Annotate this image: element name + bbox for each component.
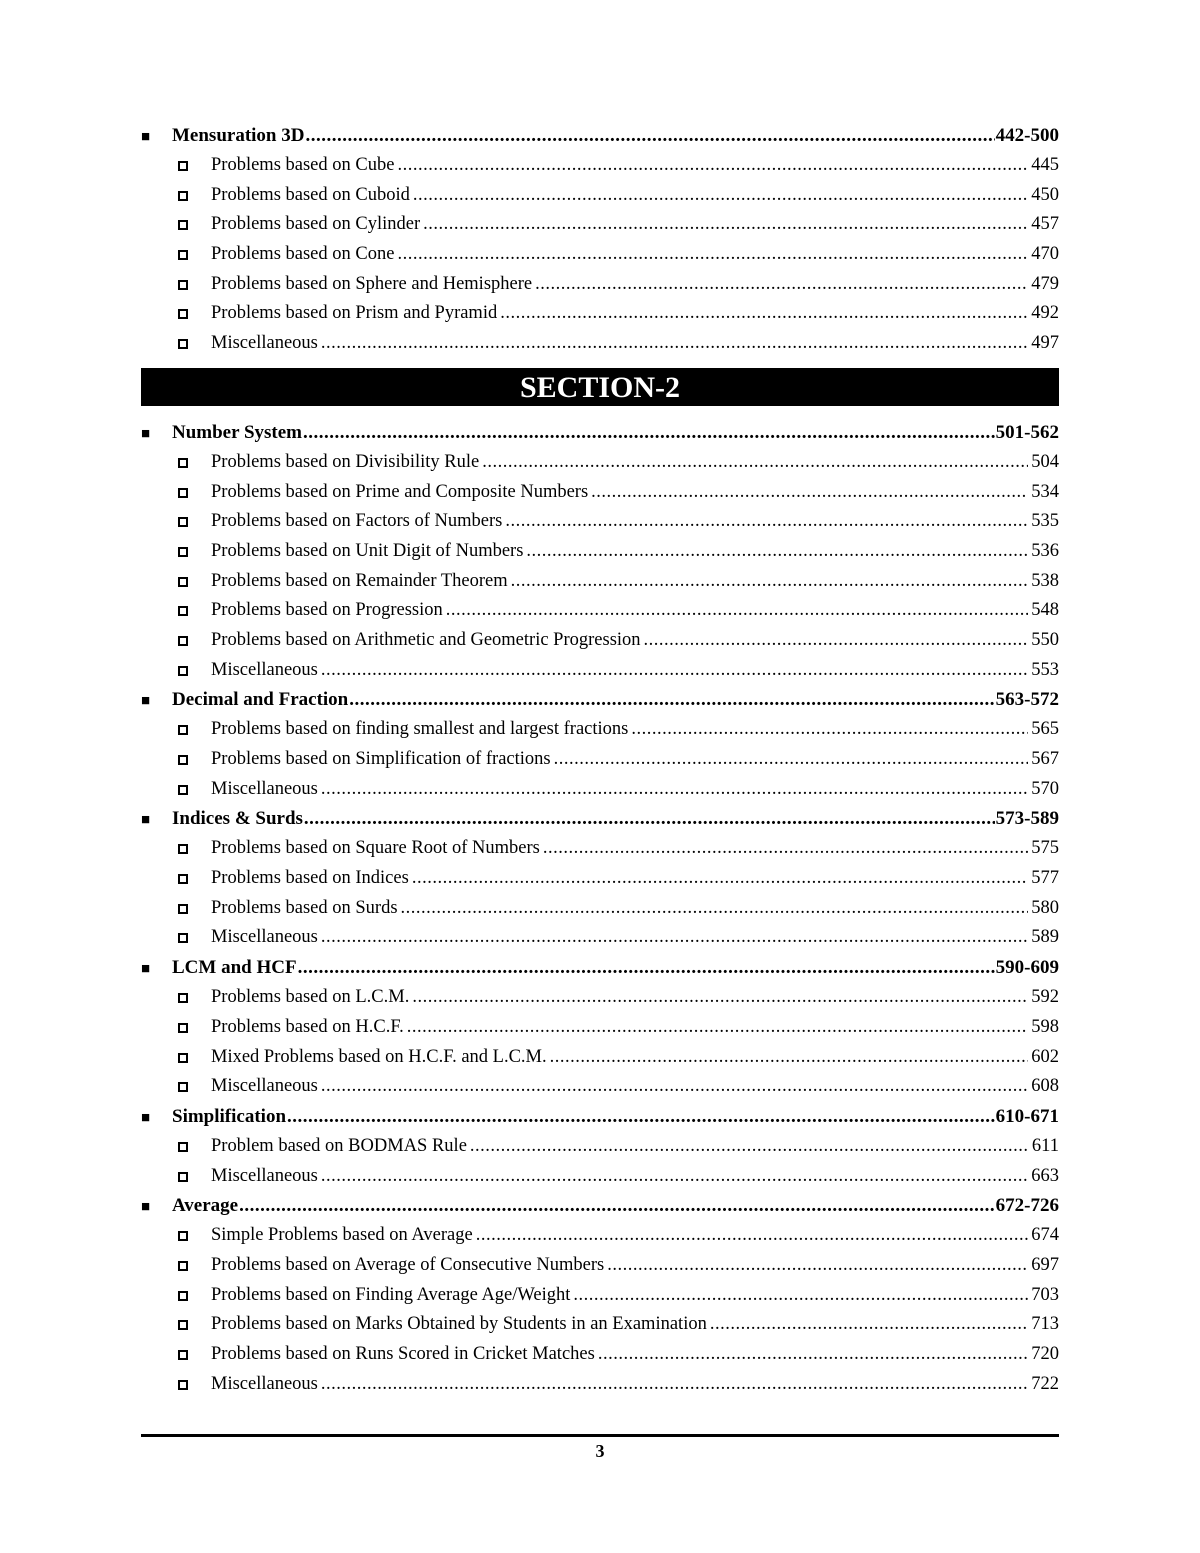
chapter-row[interactable]: [141, 1191, 1059, 1221]
hollow-square-bullet-icon-wrap: [141, 864, 211, 894]
hollow-square-bullet-icon: [178, 904, 188, 914]
chapter-page-range: 501-562: [995, 421, 1059, 443]
dot-leader: [412, 864, 1028, 894]
topic-page-number: 720: [1031, 1344, 1059, 1364]
topic-page-number: 536: [1031, 540, 1059, 561]
chapter-title: Decimal and Fraction: [172, 689, 349, 711]
topic-row[interactable]: [141, 596, 1059, 626]
topic-page-number: 580: [1031, 897, 1059, 918]
topic-title: Problems based on Simplification of fractions: [211, 749, 551, 769]
topic-row[interactable]: [141, 1281, 1059, 1311]
chapter-list: [141, 418, 1059, 1400]
topic-title: Miscellaneous: [211, 1076, 318, 1097]
dot-leader: [423, 210, 1028, 240]
footer-rule: [141, 1434, 1059, 1437]
hollow-square-bullet-icon-wrap: [141, 894, 211, 924]
hollow-square-bullet-icon: [178, 1320, 188, 1330]
hollow-square-bullet-icon-wrap: [141, 1370, 211, 1400]
hollow-square-bullet-icon: [178, 220, 188, 230]
hollow-square-bullet-icon: [178, 488, 188, 498]
dot-leader: [482, 448, 1028, 478]
topic-row[interactable]: [141, 834, 1059, 864]
topic-title: Problems based on Cylinder: [211, 214, 421, 235]
dot-leader: [607, 1251, 1028, 1281]
topic-page-number: 550: [1031, 629, 1059, 650]
square-bullet-icon: ■: [141, 961, 151, 978]
topic-row[interactable]: [141, 864, 1059, 894]
hollow-square-bullet-icon: [178, 547, 188, 557]
hollow-square-bullet-icon: [178, 1380, 188, 1390]
topic-row[interactable]: [141, 181, 1059, 211]
hollow-square-bullet-icon: [178, 309, 188, 319]
topic-page-number: 553: [1031, 659, 1059, 680]
hollow-square-bullet-icon: [178, 250, 188, 260]
dot-leader: [511, 567, 1029, 597]
hollow-square-bullet-icon-wrap: [141, 507, 211, 537]
topic-title: Problems based on Divisibility Rule: [211, 451, 480, 472]
topic-row[interactable]: [141, 1072, 1059, 1102]
topic-row[interactable]: [141, 656, 1059, 686]
chapter-title: Simplification: [172, 1105, 287, 1127]
hollow-square-bullet-icon-wrap: [141, 1221, 211, 1251]
dot-leader: [535, 270, 1028, 300]
hollow-square-bullet-icon-wrap: [141, 923, 211, 953]
topic-title: Problems based on Indices: [211, 868, 409, 889]
dot-leader: [287, 1102, 995, 1132]
topic-page-number: 450: [1031, 184, 1059, 205]
dot-leader: [321, 923, 1028, 953]
square-bullet-icon: ■: [141, 1109, 151, 1126]
chapter-row[interactable]: [141, 804, 1059, 834]
topic-page-number: 703: [1031, 1284, 1059, 1305]
dot-leader: [573, 1281, 1028, 1311]
hollow-square-bullet-icon-wrap: [141, 626, 211, 656]
chapter-block-mensuration-3d: [141, 121, 1059, 359]
topic-title: Problems based on Average of Consecutive Numbers: [211, 1254, 605, 1275]
chapter-block: [141, 685, 1059, 804]
topic-row[interactable]: [141, 1251, 1059, 1281]
dot-leader: [550, 1043, 1029, 1073]
topic-title: Problems based on Cube: [211, 155, 395, 175]
topic-row[interactable]: [141, 983, 1059, 1013]
topic-row[interactable]: [141, 1162, 1059, 1192]
topic-row[interactable]: [141, 299, 1059, 329]
dot-leader: [305, 121, 994, 151]
hollow-square-bullet-icon-wrap: [141, 775, 211, 805]
chapter-row[interactable]: [141, 953, 1059, 983]
hollow-square-bullet-icon-wrap: [141, 537, 211, 567]
chapter-title: Indices & Surds: [172, 808, 303, 830]
hollow-square-bullet-icon-wrap: [141, 1072, 211, 1102]
dot-leader: [413, 181, 1028, 211]
topic-row[interactable]: [141, 537, 1059, 567]
topic-page-number: 570: [1031, 778, 1059, 799]
topic-row[interactable]: [141, 626, 1059, 656]
topic-page-number: 663: [1031, 1165, 1059, 1186]
page-number: 3: [595, 1441, 605, 1461]
square-bullet-icon: ■: [141, 693, 151, 710]
chapter-block: [141, 953, 1059, 1102]
hollow-square-bullet-icon: [178, 755, 188, 765]
topic-title: Problems based on L.C.M.: [211, 987, 410, 1008]
topic-page-number: 598: [1031, 1016, 1059, 1037]
topic-row[interactable]: [141, 923, 1059, 953]
hollow-square-bullet-icon: [178, 1172, 188, 1182]
topic-page-number: 713: [1031, 1314, 1059, 1335]
topic-page-number: 534: [1031, 481, 1059, 502]
hollow-square-bullet-icon-wrap: [141, 567, 211, 597]
topic-row[interactable]: [141, 745, 1059, 775]
topic-row[interactable]: [141, 1310, 1059, 1340]
topic-page-number: 548: [1031, 600, 1059, 621]
hollow-square-bullet-icon-wrap: [141, 656, 211, 686]
topic-row[interactable]: [141, 1370, 1059, 1400]
hollow-square-bullet-icon: [178, 1023, 188, 1033]
topic-title: Problems based on Sphere and Hemisphere: [211, 273, 533, 294]
topic-row[interactable]: [141, 507, 1059, 537]
chapter-block: [141, 804, 1059, 953]
chapter-row[interactable]: [141, 685, 1059, 715]
hollow-square-bullet-icon: [178, 606, 188, 616]
topic-page-number: 608: [1031, 1076, 1059, 1097]
topic-title: Miscellaneous: [211, 333, 318, 354]
dot-leader: [446, 596, 1029, 626]
dot-leader: [349, 685, 994, 715]
hollow-square-bullet-icon: [178, 1350, 188, 1360]
topic-title: Problems based on Progression: [211, 600, 443, 621]
topic-page-number: 589: [1031, 927, 1059, 948]
topic-row[interactable]: [141, 478, 1059, 508]
hollow-square-bullet-icon: [178, 1261, 188, 1271]
topic-title: Problems based on Surds: [211, 897, 398, 918]
chapter-page-range: 563-572: [995, 689, 1059, 711]
topic-page-number: 497: [1031, 333, 1059, 354]
topic-title: Problems based on Square Root of Numbers: [211, 838, 540, 859]
topic-title: Problems based on Runs Scored in Cricket Matches: [211, 1344, 595, 1364]
topic-title: Simple Problems based on Average: [211, 1225, 473, 1246]
topic-page-number: 575: [1031, 838, 1059, 859]
dot-leader: [554, 745, 1029, 775]
hollow-square-bullet-icon: [178, 636, 188, 646]
topic-page-number: 565: [1031, 719, 1059, 740]
dot-leader: [412, 983, 1028, 1013]
hollow-square-bullet-icon-wrap: [141, 1043, 211, 1073]
dot-leader: [321, 1370, 1028, 1400]
topic-row[interactable]: [141, 240, 1059, 270]
dot-leader: [397, 151, 1028, 181]
hollow-square-bullet-icon: [178, 191, 188, 201]
hollow-square-bullet-icon: [178, 161, 188, 171]
dot-leader: [500, 299, 1028, 329]
dot-leader: [710, 1310, 1028, 1340]
chapter-page-range: 672-726: [995, 1195, 1059, 1217]
topic-page-number: 479: [1031, 273, 1059, 294]
dot-leader: [239, 1191, 995, 1221]
dot-leader: [476, 1221, 1029, 1251]
topic-row[interactable]: [141, 448, 1059, 478]
dot-leader: [321, 775, 1028, 805]
dot-leader: [321, 329, 1028, 359]
topic-page-number: 567: [1031, 749, 1059, 769]
hollow-square-bullet-icon-wrap: [141, 596, 211, 626]
topic-row[interactable]: [141, 1221, 1059, 1251]
topic-row[interactable]: [141, 1132, 1059, 1162]
dot-leader: [321, 1072, 1028, 1102]
hollow-square-bullet-icon-wrap: [141, 1251, 211, 1281]
topic-row[interactable]: [141, 775, 1059, 805]
chapter-row[interactable]: [141, 121, 1059, 151]
topic-title: Problems based on Factors of Numbers: [211, 511, 503, 532]
chapter-row[interactable]: [141, 1102, 1059, 1132]
hollow-square-bullet-icon: [178, 874, 188, 884]
dot-leader: [505, 507, 1028, 537]
hollow-square-bullet-icon: [178, 933, 188, 943]
dot-leader: [470, 1132, 1029, 1162]
hollow-square-bullet-icon: [178, 725, 188, 735]
dot-leader: [407, 1013, 1028, 1043]
topic-page-number: 577: [1031, 868, 1059, 889]
dot-leader: [303, 418, 995, 448]
hollow-square-bullet-icon-wrap: [141, 210, 211, 240]
topic-page-number: 602: [1031, 1046, 1059, 1067]
topic-title: Miscellaneous: [211, 927, 318, 948]
hollow-square-bullet-icon-wrap: [141, 715, 211, 745]
dot-leader: [401, 894, 1029, 924]
topic-page-number: 697: [1031, 1254, 1059, 1275]
hollow-square-bullet-icon: [178, 666, 188, 676]
hollow-square-bullet-icon-wrap: [141, 270, 211, 300]
hollow-square-bullet-icon: [178, 1231, 188, 1241]
topic-title: Mixed Problems based on H.C.F. and L.C.M.: [211, 1046, 547, 1067]
chapter-title: Number System: [172, 421, 303, 443]
chapter-page-range: 442-500: [995, 125, 1059, 146]
topic-row[interactable]: [141, 270, 1059, 300]
topic-row[interactable]: [141, 715, 1059, 745]
topic-row[interactable]: [141, 151, 1059, 181]
dot-leader: [321, 1162, 1028, 1192]
dot-leader: [598, 1340, 1028, 1370]
hollow-square-bullet-icon: [178, 1082, 188, 1092]
topic-title: Problems based on Finding Average Age/Weight: [211, 1284, 571, 1305]
topic-row[interactable]: [141, 1340, 1059, 1370]
chapter-row[interactable]: [141, 418, 1059, 448]
topic-row[interactable]: [141, 1013, 1059, 1043]
hollow-square-bullet-icon-wrap: [141, 240, 211, 270]
hollow-square-bullet-icon-wrap: [141, 1310, 211, 1340]
hollow-square-bullet-icon-wrap: [141, 181, 211, 211]
topic-title: Problems based on Cone: [211, 244, 395, 265]
hollow-square-bullet-icon-wrap: [141, 1132, 211, 1162]
hollow-square-bullet-icon: [178, 517, 188, 527]
topic-title: Miscellaneous: [211, 778, 318, 799]
table-of-contents: [141, 121, 1059, 1399]
topic-title: Problems based on H.C.F.: [211, 1016, 404, 1037]
topic-page-number: 535: [1031, 511, 1059, 532]
topic-title: Miscellaneous: [211, 659, 318, 680]
hollow-square-bullet-icon-wrap: [141, 1013, 211, 1043]
hollow-square-bullet-icon: [178, 280, 188, 290]
topic-page-number: 492: [1031, 303, 1059, 324]
topic-title: Problems based on Marks Obtained by Students in an Examination: [211, 1314, 707, 1335]
dot-leader: [631, 715, 1028, 745]
dot-leader: [543, 834, 1028, 864]
section-heading: SECTION-2: [141, 368, 1059, 406]
chapter-block: [141, 418, 1059, 686]
hollow-square-bullet-icon-wrap: [141, 151, 211, 181]
topic-title: Problems based on Prime and Composite Numbers: [211, 481, 589, 502]
hollow-square-bullet-icon-wrap: [141, 1162, 211, 1192]
dot-leader: [304, 804, 995, 834]
hollow-square-bullet-icon-wrap: [141, 299, 211, 329]
topic-page-number: 611: [1031, 1135, 1059, 1156]
topic-row[interactable]: [141, 1043, 1059, 1073]
hollow-square-bullet-icon-wrap: [141, 448, 211, 478]
topic-row[interactable]: [141, 329, 1059, 359]
topic-page-number: 674: [1031, 1225, 1059, 1246]
topic-title: Problems based on Cuboid: [211, 184, 410, 205]
hollow-square-bullet-icon: [178, 1142, 188, 1152]
dot-leader: [591, 478, 1028, 508]
chapter-block: [141, 1191, 1059, 1399]
topic-title: Problems based on finding smallest and largest fractions: [211, 719, 629, 740]
chapter-block: [141, 1102, 1059, 1191]
topic-page-number: 722: [1031, 1373, 1059, 1394]
square-bullet-icon: ■: [141, 425, 151, 442]
topic-page-number: 457: [1031, 214, 1059, 235]
chapter-title: LCM and HCF: [172, 957, 297, 979]
topic-title: Problem based on BODMAS Rule: [211, 1135, 467, 1156]
topic-title: Problems based on Arithmetic and Geometric Progression: [211, 629, 641, 650]
square-bullet-icon: ■: [141, 812, 151, 829]
topic-title: Miscellaneous: [211, 1373, 318, 1394]
dot-leader: [397, 240, 1028, 270]
hollow-square-bullet-icon-wrap: [141, 1340, 211, 1370]
topic-page-number: 538: [1031, 570, 1059, 591]
chapter-title: Mensuration 3D: [172, 125, 305, 146]
hollow-square-bullet-icon-wrap: [141, 834, 211, 864]
hollow-square-bullet-icon: [178, 993, 188, 1003]
topic-page-number: 504: [1031, 451, 1059, 472]
hollow-square-bullet-icon-wrap: [141, 745, 211, 775]
hollow-square-bullet-icon-wrap: [141, 1281, 211, 1311]
hollow-square-bullet-icon: [178, 339, 188, 349]
hollow-square-bullet-icon: [178, 1053, 188, 1063]
square-bullet-icon: ■: [141, 129, 151, 145]
chapter-page-range: 573-589: [995, 808, 1059, 830]
dot-leader: [644, 626, 1029, 656]
topic-title: Problems based on Prism and Pyramid: [211, 303, 498, 324]
hollow-square-bullet-icon: [178, 577, 188, 587]
hollow-square-bullet-icon-wrap: [141, 329, 211, 359]
hollow-square-bullet-icon-wrap: [141, 983, 211, 1013]
topic-page-number: 445: [1031, 155, 1059, 175]
topic-page-number: 592: [1031, 987, 1059, 1008]
topic-title: Miscellaneous: [211, 1165, 318, 1186]
hollow-square-bullet-icon: [178, 785, 188, 795]
dot-leader: [298, 953, 995, 983]
topic-title: Problems based on Remainder Theorem: [211, 570, 508, 591]
square-bullet-icon: ■: [141, 1199, 151, 1216]
hollow-square-bullet-icon: [178, 844, 188, 854]
topic-row[interactable]: [141, 567, 1059, 597]
topic-title: Problems based on Unit Digit of Numbers: [211, 540, 524, 561]
chapter-page-range: 590-609: [995, 957, 1059, 979]
topic-row[interactable]: [141, 210, 1059, 240]
topic-page-number: 470: [1031, 244, 1059, 265]
topic-row[interactable]: [141, 894, 1059, 924]
hollow-square-bullet-icon-wrap: [141, 478, 211, 508]
chapter-page-range: 610-671: [995, 1105, 1059, 1127]
dot-leader: [321, 656, 1028, 686]
hollow-square-bullet-icon: [178, 458, 188, 468]
chapter-title: Average: [172, 1195, 239, 1217]
hollow-square-bullet-icon: [178, 1291, 188, 1301]
dot-leader: [526, 537, 1028, 567]
